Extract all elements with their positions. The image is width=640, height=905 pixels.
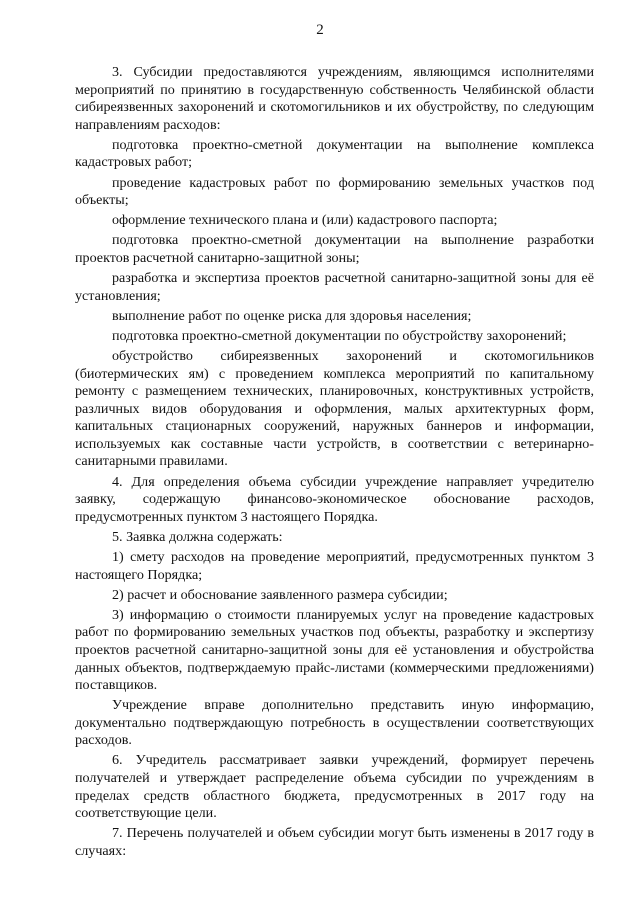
paragraph-list-item: обустройство сибиреязвенных захоронений и скотомогильников (биотермических ям) с проведением комплекса мероприятий по капитальному ремонту с размещением технических, планировочных, конструктивных устройств, различных видов оборудования и оформления, малых архитектурных форм, капитальных стационарных сооружений, наружных баннеров и информации, используемых как составные части устройств, в соответствии с ветеринарно-санитарными правилами. — [75, 347, 594, 470]
paragraph-3: 3. Субсидии предоставляются учреждениям, являющимся исполнителями мероприятий по принятию в государственную собственность Челябинской области сибиреязвенных захоронений и скотомогильников и их обустройству, по следующим направлениям расходов: — [75, 64, 594, 133]
paragraph-list-item: подготовка проектно-сметной документации по обустройству захоронений; — [112, 327, 567, 344]
paragraph-list-item: выполнение работ по оценке риска для здоровья населения; — [112, 307, 472, 324]
page-number: 2 — [316, 22, 324, 38]
paragraph-5-item-1: 1) смету расходов на проведение мероприятий, предусмотренных пунктом 3 настоящего Порядка; — [75, 548, 594, 583]
paragraph-5-item-2: 2) расчет и обоснование заявленного размера субсидии; — [112, 586, 448, 603]
paragraph-list-item: проведение кадастровых работ по формированию земельных участков под объекты; — [75, 174, 594, 209]
paragraph-5-item-3: 3) информацию о стоимости планируемых услуг на проведение кадастровых работ по формированию земельных участков под объекты, разработку и экспертизу проектов расчетной санитарно-защитной зоны для её установления и обустройства данных объектов, подтверждаемую прайс-листами (коммерческими предложениями) поставщиков. — [75, 606, 594, 694]
paragraph-list-item: разработка и экспертиза проектов расчетной санитарно-защитной зоны для её установления; — [75, 270, 594, 304]
paragraph-4: 4. Для определения объема субсидии учреждение направляет учредителю заявку, содержащую финансово-экономическое обоснование расходов, предусмотренных пунктом 3 настоящего Порядка. — [75, 473, 594, 525]
paragraph-7: 7. Перечень получателей и объем субсидии могут быть изменены в 2017 году в случаях: — [75, 825, 594, 859]
paragraph-5-note: Учреждение вправе дополнительно представить иную информацию, документально подтверждающую потребность в осуществлении соответствующих расходов. — [75, 697, 594, 749]
paragraph-list-item: подготовка проектно-сметной документации на выполнение разработки проектов расчетной санитарно-защитной зоны; — [75, 232, 594, 266]
paragraph-5: 5. Заявка должна содержать: — [112, 528, 283, 545]
document-body — [75, 64, 594, 863]
paragraph-6: 6. Учредитель рассматривает заявки учреждений, формирует перечень получателей и утверждает распределение объема субсидии по учреждениям в пределах средств областного бюджета, предусмотренных в 2017 году на соответствующие цели. — [75, 752, 594, 822]
paragraph-list-item: подготовка проектно-сметной документации на выполнение комплекса кадастровых работ; — [75, 136, 594, 171]
paragraph-list-item: оформление технического плана и (или) кадастрового паспорта; — [112, 212, 498, 229]
